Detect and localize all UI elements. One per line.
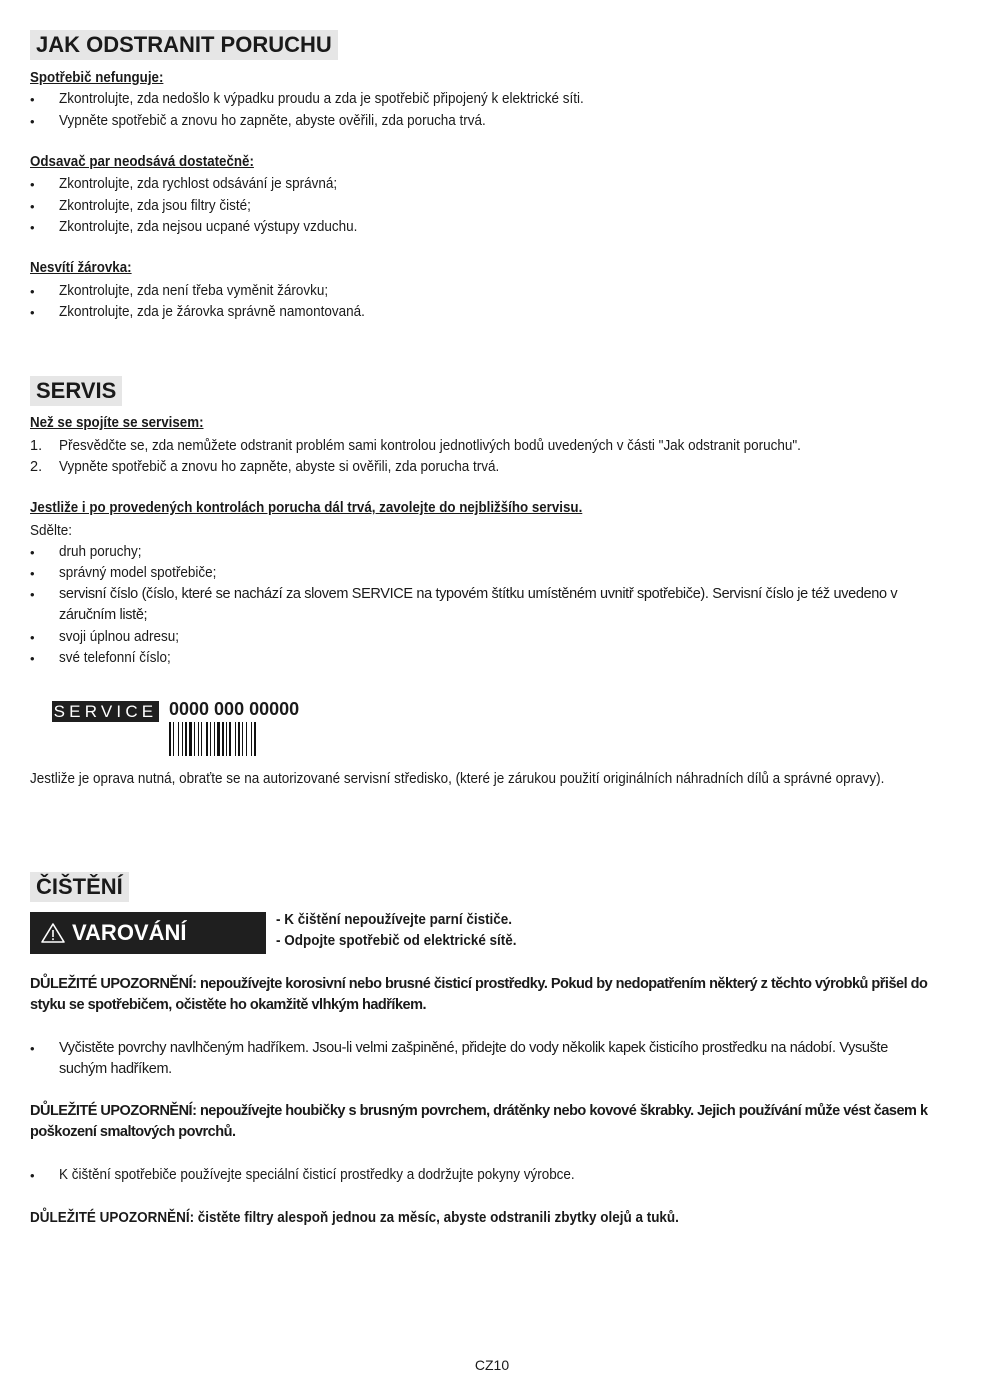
warning-line: - Odpojte spotřebič od elektrické sítě.	[276, 933, 517, 949]
warning-line: - K čištění nepoužívejte parní čističe.	[276, 912, 513, 928]
list-item: K čištění spotřebiče používejte speciální čisticí prostředky a dodržujte pokyny výrobce.	[59, 1167, 575, 1183]
list-item: Zkontrolujte, zda jsou filtry čisté;	[59, 198, 251, 214]
bullet-marker: •	[30, 630, 35, 645]
warning-banner	[30, 912, 266, 954]
bullet-marker: •	[30, 284, 35, 299]
list-item: druh poruchy;	[59, 544, 142, 560]
bullet-marker: •	[30, 1168, 35, 1183]
bullet-marker: •	[30, 220, 35, 235]
list-item: Zkontrolujte, zda není třeba vyměnit žárovku;	[59, 283, 329, 299]
bullet-marker: •	[30, 199, 35, 214]
barcode-icon	[169, 722, 301, 756]
list-item: Vypněte spotřebič a znovu ho zapněte, abyste ověřili, zda porucha trvá.	[59, 113, 486, 129]
subheading-weak-suction: Odsavač par neodsává dostatečně:	[30, 154, 254, 170]
subheading-before-service: Než se spojíte se servisem:	[30, 415, 204, 431]
bullet-marker: •	[30, 1041, 35, 1056]
bullet-marker: •	[30, 587, 35, 602]
warning-label: VAROVÁNÍ	[72, 920, 187, 945]
list-item: Zkontrolujte, zda je žárovka správně namontovaná.	[59, 304, 365, 320]
section-title-cleaning: ČIŠTĚNÍ	[30, 872, 129, 902]
repair-note: Jestliže je oprava nutná, obraťte se na autorizované servisní středisko, (které je zárukou použití originálních náhradních dílů a správné opravy).	[30, 771, 885, 787]
bullet-marker: •	[30, 305, 35, 320]
service-label-number: 0000 000 00000	[169, 699, 300, 719]
list-item: Zkontrolujte, zda nejsou ucpané výstupy vzduchu.	[59, 219, 358, 235]
page-number: CZ10	[474, 1357, 510, 1373]
section-title-service: SERVIS	[30, 376, 122, 406]
step-number: 2.	[30, 459, 43, 475]
list-item: Vyčistěte povrchy navlhčeným hadříkem. Jsou-li velmi zašpiněné, přidejte do vody několik kapek čisticího prostředku na nádobí. Vysušte suchým hadříkem.	[59, 1040, 888, 1077]
bullet-marker: •	[30, 566, 35, 581]
section-title-troubleshoot: JAK ODSTRANIT PORUCHU	[30, 30, 338, 60]
numbered-step: Přesvědčte se, zda nemůžete odstranit problém sami kontrolou jednotlivých bodů uvedených v části "Jak odstranit poruchu".	[59, 438, 801, 454]
step-number: 1.	[30, 438, 43, 454]
list-item: správný model spotřebiče;	[59, 565, 217, 581]
list-item: svoji úplnou adresu;	[59, 629, 179, 645]
notice-text: DŮLEŽITÉ UPOZORNĚNÍ: nepoužívejte houbičky s brusným povrchem, drátěnky nebo kovové škrabky. Jejich používání může vést časem k poškození smaltových povrchů.	[30, 1103, 928, 1140]
list-item: Zkontrolujte, zda rychlost odsávání je správná;	[59, 176, 338, 192]
bullet-marker: •	[30, 114, 35, 129]
subheading-call-service: Jestliže i po provedených kontrolách porucha dál trvá, zavolejte do nejbližšího servisu.	[30, 500, 583, 516]
service-label-word: SERVICE	[53, 702, 158, 721]
bullet-marker: •	[30, 545, 35, 560]
notice-text: DŮLEŽITÉ UPOZORNĚNÍ: čistěte filtry alespoň jednou za měsíc, abyste odstranili zbytky olejů a tuků.	[30, 1210, 679, 1226]
warning-triangle-icon	[40, 922, 66, 944]
list-item: Zkontrolujte, zda nedošlo k výpadku proudu a zda je spotřebič připojený k elektrické síti.	[59, 91, 584, 107]
subheading-bulb: Nesvítí žárovka:	[30, 260, 132, 276]
numbered-step: Vypněte spotřebič a znovu ho zapněte, abyste si ověřili, zda porucha trvá.	[59, 459, 500, 475]
bullet-marker: •	[30, 177, 35, 192]
subheading-appliance-not-working: Spotřebič nefunguje:	[30, 70, 164, 86]
list-item: servisní číslo (číslo, které se nachází za slovem SERVICE na typovém štítku umístěném uvnitř spotřebiče). Servisní číslo je též uvedeno v záručním listě;	[59, 586, 898, 623]
bullet-marker: •	[30, 92, 35, 107]
bullet-marker: •	[30, 651, 35, 666]
tell-label: Sdělte:	[30, 523, 72, 539]
notice-text: DŮLEŽITÉ UPOZORNĚNÍ: nepoužívejte korosivní nebo brusné čisticí prostředky. Pokud by nedopatřením některý z těchto výrobků přišel do styku se spotřebičem, očistěte ho okamžitě vlhkým hadříkem.	[30, 976, 928, 1013]
list-item: své telefonní číslo;	[59, 650, 171, 666]
